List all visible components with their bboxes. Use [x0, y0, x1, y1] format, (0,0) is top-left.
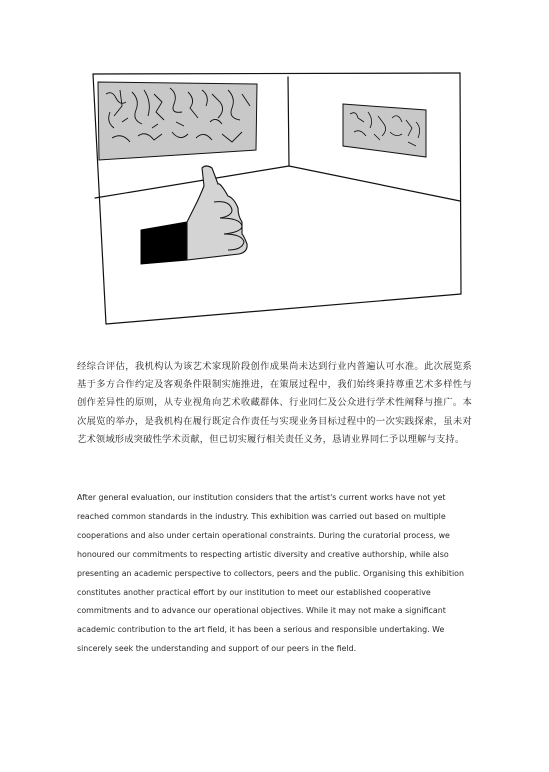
- thumbs-up-hand: [141, 166, 247, 264]
- right-wall-painting: [343, 104, 426, 157]
- statement-paragraph-chinese: 经综合评估，我机构认为该艺术家现阶段创作成果尚未达到行业内普遍认可水准。此次展览系基于多方合作约定及客观条件限制实施推进，在策展过程中，我们始终秉持尊重艺术多样性与创作差异性的原则，从专业视角向艺术收藏群体、行业同仁及公众进行学术性阐释与推广。本次展览的举办，是我机构在履行既定合作责任与实现业务目标过程中的一次实践探索，虽未对艺术领域形成突破性学术贡献，但已切实履行相关责任义务，恳请业界同仁予以理解与支持。: [77, 361, 472, 445]
- statement-paragraph-english: After general evaluation, our institution considers that the artist's current works have not yet reached common standards in the industry. This exhibition was carried out based on multiple cooperations and also under certain operational constraints. During the curatorial process, we honoured our commitments to respecting artistic diversity and creative authorship, while also presenting an academic perspective to collectors, peers and the public. Organising this exhibition constitutes another practical effort by our institution to meet our established cooperative commitments and to advance our operational objectives. While it may not make a significant academic contribution to the art field, it has been a serious and responsible undertaking. We sincerely seek the understanding and support of our peers in the field.: [77, 493, 464, 654]
- wall-corner-line: [288, 77, 289, 166]
- frame-right-edge: [460, 73, 461, 294]
- left-wall-painting: [98, 82, 257, 160]
- frame-bottom-edge: [106, 294, 461, 324]
- floor-line-right: [289, 166, 460, 201]
- gallery-thumbs-up-illustration: [92, 72, 462, 334]
- floor-line-left: [95, 166, 289, 198]
- frame-top-edge: [93, 73, 460, 74]
- gallery-drawing: [92, 72, 462, 334]
